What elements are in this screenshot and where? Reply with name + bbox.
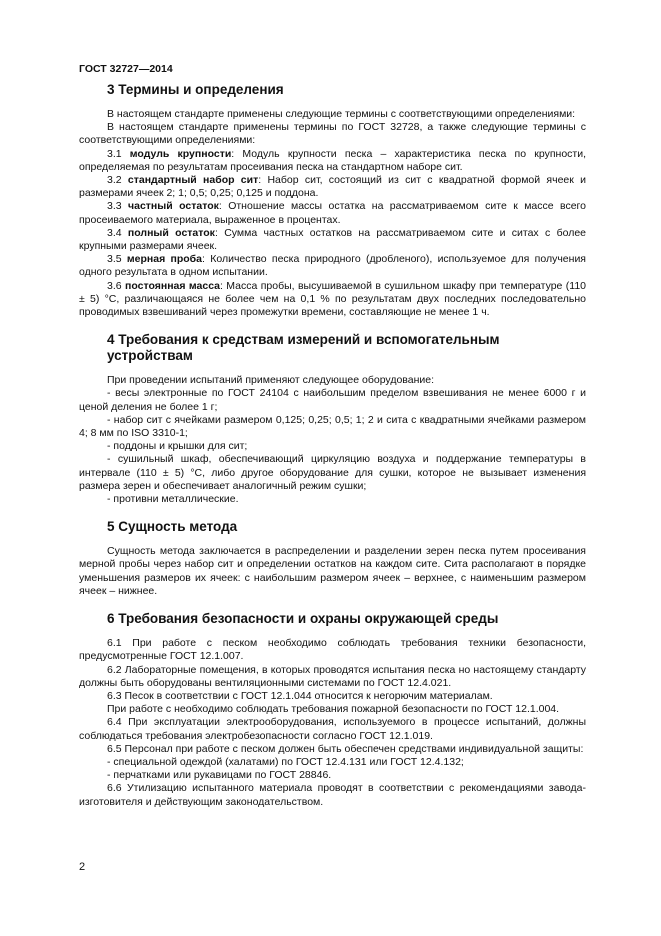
term-name: постоянная масса xyxy=(124,279,220,292)
section-3-title: 3 Термины и определения xyxy=(107,82,284,97)
page-number: 2 xyxy=(79,861,86,873)
section-5-title: 5 Сущность метода xyxy=(107,519,238,535)
section-3-intro-2: В настоящем стандарте применены термины по ГОСТ 32728, а также следующие термины с соответствующими определениями: xyxy=(79,121,586,147)
term-3-4 xyxy=(79,227,586,253)
term-number: 3.3 xyxy=(107,200,129,213)
equipment-item: - весы электронные по ГОСТ 24104 с наибольшим пределом взвешивания не менее 6000 г и ценой деления не более 1 г; xyxy=(79,387,586,413)
safety-item: 6.6 Утилизацию испытанного материала проводят в соответствии с рекомендациями завода-изготовителя и действующим законодательством. xyxy=(79,782,586,808)
section-4-title: 4 Требования к средствам измерений и вспомогательным устройствам xyxy=(107,332,500,364)
equipment-item: - поддоны и крышки для сит; xyxy=(107,440,248,453)
term-number: 3.6 xyxy=(107,279,125,292)
term-definition: : Модуль крупности песка – характеристика песка по крупности, определяемая по результатам просеивания песка на стандартном наборе сит. xyxy=(79,147,586,173)
safety-item: - перчатками или рукавицами по ГОСТ 28846. xyxy=(107,769,332,782)
term-name: стандартный набор сит xyxy=(127,174,259,187)
safety-item: 6.2 Лабораторные помещения, в которых проводятся испытания песка но настоящему стандарту должны быть оборудованы вентиляционными системами по ГОСТ 12.4.021. xyxy=(79,663,586,689)
safety-item: 6.5 Персонал при работе с песком должен быть обеспечен средствами индивидуальной защиты: xyxy=(107,742,584,755)
safety-item: - специальной одеждой (халатами) по ГОСТ 12.4.131 или ГОСТ 12.4.132; xyxy=(107,755,464,768)
equipment-item: - набор сит с ячейками размером 0,125; 0,25; 0,5; 1; 2 и сита с квадратными ячейками размером 4; 8 мм по ISO 3310-1; xyxy=(79,413,586,440)
section-4-intro: При проведении испытаний применяют следующее оборудование: xyxy=(107,374,435,387)
document-header: ГОСТ 32727—2014 xyxy=(79,63,173,75)
section-3-intro-1: В настоящем стандарте применены следующие термины с соответствующими определениями: xyxy=(107,108,576,120)
term-number: 3.2 xyxy=(107,174,128,187)
term-definition: : Отношение массы остатка на рассматриваемом сите к массе всего просеиваемого материала, выраженное в процентах. xyxy=(79,200,586,226)
term-name: полный остаток xyxy=(127,226,215,239)
term-number: 3.1 xyxy=(107,147,130,160)
term-number: 3.4 xyxy=(107,226,128,239)
term-3-5 xyxy=(79,253,586,279)
term-definition: : Сумма частных остатков на рассматриваемом сите и ситах с более крупными размерами ячеек. xyxy=(79,226,586,253)
equipment-item: - противни металлические. xyxy=(107,493,239,506)
section-6-title: 6 Требования безопасности и охраны окружающей среды xyxy=(107,611,499,627)
safety-item: 6.4 При эксплуатации электрооборудования, используемого в процессе испытаний, должны соблюдаться требования электробезопасности согласно ГОСТ 12.1.019. xyxy=(79,716,586,742)
section-5-text: Сущность метода заключается в распределении и разделении зерен песка путем просеивания мерной пробы через набор сит и определении остатков на каждом сите. Сита располагают в порядке уменьшения размеров их ячеек: с наибольшим размером ячеек – верхнее, с наименьшим размером ячеек – нижнее. xyxy=(79,545,586,597)
safety-item: 6.3 Песок в соответствии с ГОСТ 12.1.044 относится к негорючим материалам. xyxy=(107,689,493,702)
safety-item: При работе с необходимо соблюдать требования пожарной безопасности по ГОСТ 12.1.004. xyxy=(107,703,560,716)
term-name: мерная проба xyxy=(126,253,203,266)
term-definition: : Масса пробы, высушиваемой в сушильном шкафу при температуре (110 ± 5) °С, различающаяся не более чем на 0,1 % по результатам двух последних последовательно проводимых взвешиваний через промежутки времени, составляющие не менее 1 ч. xyxy=(79,279,586,319)
term-number: 3.5 xyxy=(107,253,127,266)
term-name: частный остаток xyxy=(128,200,219,213)
term-3-6 xyxy=(79,280,586,320)
term-3-3 xyxy=(79,200,586,226)
term-3-2 xyxy=(79,174,586,200)
document-body xyxy=(79,82,586,809)
safety-item: 6.1 При работе с песком необходимо соблюдать требования техники безопасности, предусмотренные ГОСТ 12.1.007. xyxy=(79,637,586,663)
equipment-item: - сушильный шкаф, обеспечивающий циркуляцию воздуха и поддержание температуры в интервале (110 ± 5) °С, либо другое оборудование для сушки, которое не вызывает изменения размера зерен и обеспечивает аналогичный режим сушки; xyxy=(79,453,586,492)
term-3-1 xyxy=(79,148,586,174)
term-name: модуль крупности xyxy=(129,147,232,160)
term-definition: : Количество песка природного (дробленого), используемое для получения одного результата в одном испытании. xyxy=(79,253,586,279)
term-definition: : Набор сит, состоящий из сит с квадратной формой ячеек и размерами ячеек 2; 1; 0,5; 0,25; 0,125 и поддона. xyxy=(79,174,587,200)
